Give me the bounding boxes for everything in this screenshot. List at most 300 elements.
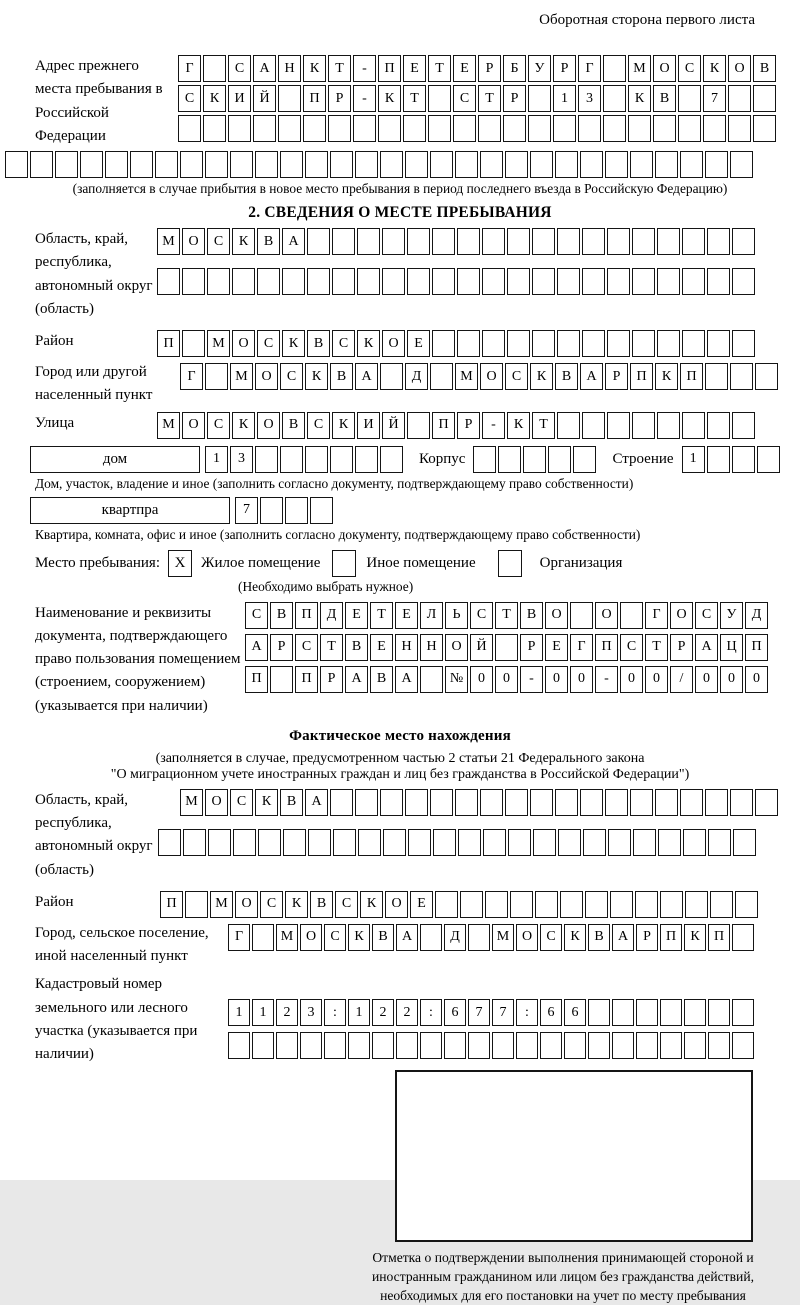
char-cell[interactable]: В	[588, 924, 610, 951]
stay-type-checkbox-residential[interactable]: X	[168, 550, 192, 577]
char-cell[interactable]	[530, 789, 553, 816]
char-cell[interactable]: Б	[503, 55, 526, 82]
char-cell[interactable]	[610, 891, 633, 918]
char-cell[interactable]	[432, 268, 455, 295]
char-cell[interactable]	[430, 363, 453, 390]
char-cell[interactable]	[407, 412, 430, 439]
char-cell[interactable]: К	[360, 891, 383, 918]
char-cell[interactable]	[632, 330, 655, 357]
char-cell[interactable]	[255, 151, 278, 178]
char-cell[interactable]	[732, 1032, 754, 1059]
char-cell[interactable]: О	[480, 363, 503, 390]
char-cell[interactable]: 1	[682, 446, 705, 473]
char-cell[interactable]	[453, 115, 476, 142]
char-cell[interactable]: П	[630, 363, 653, 390]
char-cell[interactable]: Т	[532, 412, 555, 439]
char-cell[interactable]	[252, 1032, 274, 1059]
char-cell[interactable]	[540, 1032, 562, 1059]
char-cell[interactable]	[480, 789, 503, 816]
char-cell[interactable]: Г	[178, 55, 201, 82]
char-cell[interactable]	[705, 789, 728, 816]
char-cell[interactable]	[612, 999, 634, 1026]
char-cell[interactable]: О	[670, 602, 693, 629]
char-cell[interactable]	[283, 829, 306, 856]
char-cell[interactable]: О	[205, 789, 228, 816]
char-cell[interactable]	[582, 268, 605, 295]
char-cell[interactable]	[607, 412, 630, 439]
char-cell[interactable]	[583, 829, 606, 856]
char-cell[interactable]: К	[507, 412, 530, 439]
char-cell[interactable]	[655, 151, 678, 178]
char-cell[interactable]: Е	[345, 602, 368, 629]
char-cell[interactable]: В	[370, 666, 393, 693]
char-cell[interactable]	[636, 999, 658, 1026]
char-cell[interactable]: К	[332, 412, 355, 439]
char-cell[interactable]: О	[545, 602, 568, 629]
char-cell[interactable]	[580, 151, 603, 178]
char-cell[interactable]: В	[372, 924, 394, 951]
char-cell[interactable]	[407, 268, 430, 295]
char-cell[interactable]	[530, 151, 553, 178]
char-cell[interactable]	[355, 789, 378, 816]
char-cell[interactable]: В	[753, 55, 776, 82]
char-cell[interactable]	[558, 829, 581, 856]
char-cell[interactable]	[432, 330, 455, 357]
char-cell[interactable]	[358, 829, 381, 856]
char-cell[interactable]: 0	[495, 666, 518, 693]
char-cell[interactable]	[30, 151, 53, 178]
char-cell[interactable]	[753, 115, 776, 142]
char-cell[interactable]: К	[232, 228, 255, 255]
char-cell[interactable]	[433, 829, 456, 856]
char-cell[interactable]	[733, 829, 756, 856]
char-cell[interactable]: О	[255, 363, 278, 390]
char-cell[interactable]	[516, 1032, 538, 1059]
char-cell[interactable]: Р	[457, 412, 480, 439]
char-cell[interactable]: В	[307, 330, 330, 357]
char-cell[interactable]: Ь	[445, 602, 468, 629]
char-cell[interactable]	[730, 789, 753, 816]
char-cell[interactable]: Д	[745, 602, 768, 629]
char-cell[interactable]	[507, 330, 530, 357]
char-cell[interactable]	[682, 412, 705, 439]
char-cell[interactable]: 7	[703, 85, 726, 112]
char-cell[interactable]	[444, 1032, 466, 1059]
char-cell[interactable]	[548, 446, 571, 473]
char-cell[interactable]	[632, 268, 655, 295]
char-cell[interactable]	[420, 924, 442, 951]
char-cell[interactable]	[573, 446, 596, 473]
char-cell[interactable]	[252, 924, 274, 951]
char-cell[interactable]	[730, 363, 753, 390]
char-cell[interactable]	[532, 268, 555, 295]
char-cell[interactable]	[435, 891, 458, 918]
char-cell[interactable]	[678, 115, 701, 142]
char-cell[interactable]	[478, 115, 501, 142]
char-cell[interactable]: Г	[228, 924, 250, 951]
char-cell[interactable]	[508, 829, 531, 856]
char-cell[interactable]	[753, 85, 776, 112]
char-cell[interactable]: Е	[545, 634, 568, 661]
char-cell[interactable]: М	[157, 412, 180, 439]
char-cell[interactable]: О	[232, 330, 255, 357]
char-cell[interactable]	[682, 228, 705, 255]
char-cell[interactable]	[505, 151, 528, 178]
char-cell[interactable]: А	[612, 924, 634, 951]
char-cell[interactable]: 3	[230, 446, 253, 473]
char-cell[interactable]	[532, 330, 555, 357]
char-cell[interactable]	[357, 268, 380, 295]
char-cell[interactable]: К	[564, 924, 586, 951]
char-cell[interactable]: 0	[570, 666, 593, 693]
char-cell[interactable]: Т	[645, 634, 668, 661]
char-cell[interactable]	[130, 151, 153, 178]
char-cell[interactable]	[607, 330, 630, 357]
char-cell[interactable]: -	[353, 85, 376, 112]
char-cell[interactable]	[582, 228, 605, 255]
char-cell[interactable]	[330, 789, 353, 816]
char-cell[interactable]: /	[670, 666, 693, 693]
char-cell[interactable]	[282, 268, 305, 295]
char-cell[interactable]	[603, 115, 626, 142]
char-cell[interactable]: К	[628, 85, 651, 112]
char-cell[interactable]	[728, 115, 751, 142]
char-cell[interactable]: С	[207, 412, 230, 439]
char-cell[interactable]: Г	[645, 602, 668, 629]
char-cell[interactable]: О	[595, 602, 618, 629]
char-cell[interactable]: 7	[468, 999, 490, 1026]
char-cell[interactable]: 2	[276, 999, 298, 1026]
char-cell[interactable]: Р	[478, 55, 501, 82]
char-cell[interactable]	[182, 268, 205, 295]
char-cell[interactable]	[455, 789, 478, 816]
char-cell[interactable]	[528, 115, 551, 142]
char-cell[interactable]	[632, 412, 655, 439]
char-cell[interactable]	[528, 85, 551, 112]
char-cell[interactable]	[660, 1032, 682, 1059]
char-cell[interactable]	[378, 115, 401, 142]
char-cell[interactable]	[660, 891, 683, 918]
char-cell[interactable]	[732, 228, 755, 255]
char-cell[interactable]: Д	[405, 363, 428, 390]
char-cell[interactable]	[155, 151, 178, 178]
char-cell[interactable]	[382, 268, 405, 295]
char-cell[interactable]: 1	[348, 999, 370, 1026]
char-cell[interactable]	[682, 330, 705, 357]
char-cell[interactable]: С	[332, 330, 355, 357]
char-cell[interactable]	[460, 891, 483, 918]
char-cell[interactable]	[348, 1032, 370, 1059]
char-cell[interactable]: Й	[382, 412, 405, 439]
char-cell[interactable]	[678, 85, 701, 112]
char-cell[interactable]: С	[245, 602, 268, 629]
char-cell[interactable]	[707, 330, 730, 357]
char-cell[interactable]	[564, 1032, 586, 1059]
char-cell[interactable]	[178, 115, 201, 142]
char-cell[interactable]	[270, 666, 293, 693]
char-cell[interactable]: 0	[645, 666, 668, 693]
char-cell[interactable]	[557, 268, 580, 295]
char-cell[interactable]	[657, 412, 680, 439]
stay-type-checkbox-other[interactable]	[332, 550, 356, 577]
char-cell[interactable]: Д	[320, 602, 343, 629]
char-cell[interactable]: В	[282, 412, 305, 439]
char-cell[interactable]: С	[228, 55, 251, 82]
char-cell[interactable]	[705, 151, 728, 178]
char-cell[interactable]: П	[295, 602, 318, 629]
char-cell[interactable]	[405, 151, 428, 178]
char-cell[interactable]	[757, 446, 780, 473]
char-cell[interactable]	[523, 446, 546, 473]
char-cell[interactable]: О	[385, 891, 408, 918]
char-cell[interactable]	[732, 330, 755, 357]
char-cell[interactable]	[458, 829, 481, 856]
char-cell[interactable]: -	[520, 666, 543, 693]
char-cell[interactable]: К	[530, 363, 553, 390]
char-cell[interactable]: 0	[470, 666, 493, 693]
char-cell[interactable]	[432, 228, 455, 255]
char-cell[interactable]: М	[492, 924, 514, 951]
char-cell[interactable]	[457, 228, 480, 255]
char-cell[interactable]	[585, 891, 608, 918]
char-cell[interactable]	[408, 829, 431, 856]
char-cell[interactable]	[257, 268, 280, 295]
char-cell[interactable]	[732, 999, 754, 1026]
char-cell[interactable]	[328, 115, 351, 142]
char-cell[interactable]	[205, 363, 228, 390]
char-cell[interactable]: В	[280, 789, 303, 816]
char-cell[interactable]	[732, 924, 754, 951]
char-cell[interactable]: Д	[444, 924, 466, 951]
char-cell[interactable]: К	[703, 55, 726, 82]
char-cell[interactable]: П	[708, 924, 730, 951]
char-cell[interactable]	[5, 151, 28, 178]
char-cell[interactable]	[555, 789, 578, 816]
char-cell[interactable]: А	[305, 789, 328, 816]
char-cell[interactable]: К	[305, 363, 328, 390]
char-cell[interactable]	[382, 228, 405, 255]
char-cell[interactable]: Е	[370, 634, 393, 661]
char-cell[interactable]: 0	[745, 666, 768, 693]
char-cell[interactable]: 2	[372, 999, 394, 1026]
char-cell[interactable]	[430, 789, 453, 816]
char-cell[interactable]	[455, 151, 478, 178]
char-cell[interactable]: 0	[545, 666, 568, 693]
char-cell[interactable]: :	[516, 999, 538, 1026]
char-cell[interactable]: Р	[605, 363, 628, 390]
char-cell[interactable]: М	[230, 363, 253, 390]
char-cell[interactable]	[588, 999, 610, 1026]
char-cell[interactable]: Р	[553, 55, 576, 82]
char-cell[interactable]: Т	[370, 602, 393, 629]
char-cell[interactable]	[260, 497, 283, 524]
char-cell[interactable]	[55, 151, 78, 178]
char-cell[interactable]	[732, 446, 755, 473]
char-cell[interactable]: -	[595, 666, 618, 693]
char-cell[interactable]	[280, 151, 303, 178]
char-cell[interactable]	[653, 115, 676, 142]
char-cell[interactable]: Р	[670, 634, 693, 661]
char-cell[interactable]: 0	[620, 666, 643, 693]
char-cell[interactable]: С	[260, 891, 283, 918]
char-cell[interactable]: О	[182, 228, 205, 255]
char-cell[interactable]	[228, 1032, 250, 1059]
char-cell[interactable]	[603, 85, 626, 112]
char-cell[interactable]: М	[276, 924, 298, 951]
char-cell[interactable]: М	[455, 363, 478, 390]
char-cell[interactable]	[307, 268, 330, 295]
char-cell[interactable]: О	[382, 330, 405, 357]
char-cell[interactable]	[507, 228, 530, 255]
char-cell[interactable]: С	[295, 634, 318, 661]
char-cell[interactable]: П	[595, 634, 618, 661]
char-cell[interactable]	[708, 1032, 730, 1059]
char-cell[interactable]: П	[245, 666, 268, 693]
char-cell[interactable]	[468, 1032, 490, 1059]
char-cell[interactable]	[203, 55, 226, 82]
char-cell[interactable]	[233, 829, 256, 856]
char-cell[interactable]	[684, 999, 706, 1026]
char-cell[interactable]	[303, 115, 326, 142]
char-cell[interactable]	[185, 891, 208, 918]
char-cell[interactable]	[607, 228, 630, 255]
char-cell[interactable]: К	[348, 924, 370, 951]
char-cell[interactable]	[532, 228, 555, 255]
char-cell[interactable]	[633, 829, 656, 856]
char-cell[interactable]	[473, 446, 496, 473]
char-cell[interactable]	[732, 268, 755, 295]
char-cell[interactable]: Г	[570, 634, 593, 661]
char-cell[interactable]: 7	[492, 999, 514, 1026]
char-cell[interactable]: А	[396, 924, 418, 951]
char-cell[interactable]	[230, 151, 253, 178]
char-cell[interactable]	[605, 151, 628, 178]
char-cell[interactable]: Т	[403, 85, 426, 112]
char-cell[interactable]	[203, 115, 226, 142]
char-cell[interactable]: С	[257, 330, 280, 357]
char-cell[interactable]	[708, 999, 730, 1026]
char-cell[interactable]	[158, 829, 181, 856]
char-cell[interactable]: 6	[564, 999, 586, 1026]
char-cell[interactable]	[703, 115, 726, 142]
char-cell[interactable]: Е	[403, 55, 426, 82]
char-cell[interactable]: М	[628, 55, 651, 82]
char-cell[interactable]: К	[303, 55, 326, 82]
char-cell[interactable]: В	[653, 85, 676, 112]
char-cell[interactable]	[682, 268, 705, 295]
char-cell[interactable]: О	[728, 55, 751, 82]
char-cell[interactable]: У	[720, 602, 743, 629]
char-cell[interactable]: С	[307, 412, 330, 439]
char-cell[interactable]	[505, 789, 528, 816]
char-cell[interactable]: Н	[420, 634, 443, 661]
char-cell[interactable]: С	[230, 789, 253, 816]
char-cell[interactable]	[380, 151, 403, 178]
char-cell[interactable]: О	[653, 55, 676, 82]
char-cell[interactable]: В	[330, 363, 353, 390]
char-cell[interactable]	[560, 891, 583, 918]
char-cell[interactable]	[492, 1032, 514, 1059]
char-cell[interactable]: В	[345, 634, 368, 661]
char-cell[interactable]	[182, 330, 205, 357]
char-cell[interactable]: Р	[320, 666, 343, 693]
char-cell[interactable]	[285, 497, 308, 524]
char-cell[interactable]	[207, 268, 230, 295]
char-cell[interactable]: К	[655, 363, 678, 390]
char-cell[interactable]: М	[207, 330, 230, 357]
char-cell[interactable]: -	[482, 412, 505, 439]
char-cell[interactable]: 1	[205, 446, 228, 473]
char-cell[interactable]: Р	[270, 634, 293, 661]
char-cell[interactable]	[707, 412, 730, 439]
char-cell[interactable]	[657, 330, 680, 357]
char-cell[interactable]: №	[445, 666, 468, 693]
char-cell[interactable]	[457, 330, 480, 357]
char-cell[interactable]: Ц	[720, 634, 743, 661]
char-cell[interactable]	[480, 151, 503, 178]
char-cell[interactable]: С	[540, 924, 562, 951]
char-cell[interactable]	[533, 829, 556, 856]
char-cell[interactable]	[535, 891, 558, 918]
char-cell[interactable]	[612, 1032, 634, 1059]
char-cell[interactable]: В	[257, 228, 280, 255]
char-cell[interactable]: К	[282, 330, 305, 357]
char-cell[interactable]	[658, 829, 681, 856]
char-cell[interactable]: 3	[300, 999, 322, 1026]
char-cell[interactable]	[728, 85, 751, 112]
char-cell[interactable]	[383, 829, 406, 856]
char-cell[interactable]: П	[378, 55, 401, 82]
char-cell[interactable]	[483, 829, 506, 856]
char-cell[interactable]	[157, 268, 180, 295]
char-cell[interactable]: А	[580, 363, 603, 390]
char-cell[interactable]	[755, 363, 778, 390]
char-cell[interactable]	[608, 829, 631, 856]
char-cell[interactable]	[588, 1032, 610, 1059]
char-cell[interactable]	[553, 115, 576, 142]
char-cell[interactable]: А	[282, 228, 305, 255]
char-cell[interactable]: К	[203, 85, 226, 112]
char-cell[interactable]	[324, 1032, 346, 1059]
char-cell[interactable]: 1	[252, 999, 274, 1026]
char-cell[interactable]: В	[270, 602, 293, 629]
char-cell[interactable]: К	[378, 85, 401, 112]
char-cell[interactable]: -	[353, 55, 376, 82]
char-cell[interactable]	[253, 115, 276, 142]
char-cell[interactable]	[685, 891, 708, 918]
char-cell[interactable]	[428, 115, 451, 142]
char-cell[interactable]: К	[255, 789, 278, 816]
char-cell[interactable]: 6	[540, 999, 562, 1026]
char-cell[interactable]: И	[228, 85, 251, 112]
char-cell[interactable]	[620, 602, 643, 629]
char-cell[interactable]: С	[453, 85, 476, 112]
char-cell[interactable]	[630, 789, 653, 816]
char-cell[interactable]: В	[310, 891, 333, 918]
char-cell[interactable]: О	[235, 891, 258, 918]
char-cell[interactable]	[232, 268, 255, 295]
char-cell[interactable]	[355, 446, 378, 473]
char-cell[interactable]: А	[395, 666, 418, 693]
char-cell[interactable]	[635, 891, 658, 918]
char-cell[interactable]	[305, 151, 328, 178]
char-cell[interactable]: А	[245, 634, 268, 661]
char-cell[interactable]: Л	[420, 602, 443, 629]
char-cell[interactable]	[228, 115, 251, 142]
char-cell[interactable]	[310, 497, 333, 524]
char-cell[interactable]: У	[528, 55, 551, 82]
char-cell[interactable]	[657, 268, 680, 295]
